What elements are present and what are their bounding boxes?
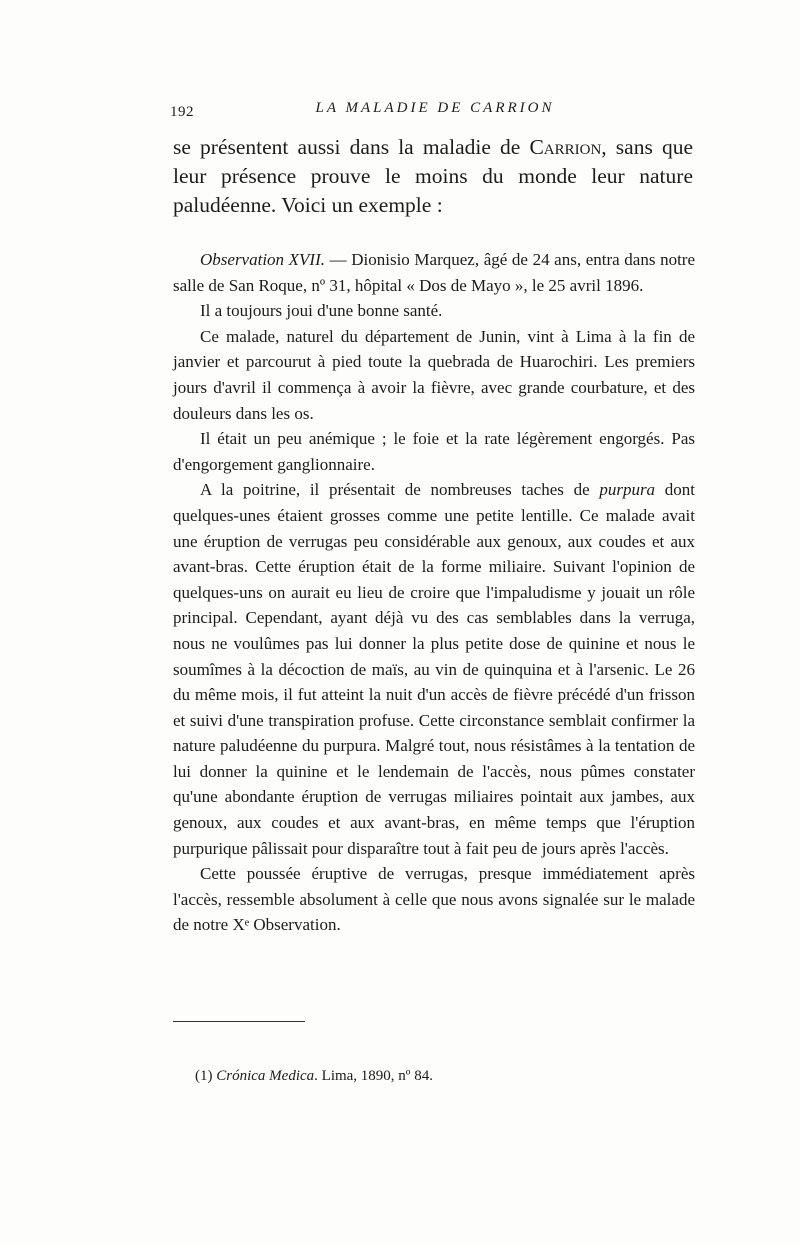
purpura-before: A la poitrine, il présentait de nombreuses taches de xyxy=(200,480,600,500)
observation-intro-text: — Dionisio Marquez, âgé de 24 ans, entra dans notre salle de San Roque, nº 31, hôpital « Dos de Mayo », le 25 avril 1896. xyxy=(173,250,696,295)
paragraph-conclusion: Cette poussée éruptive de verrugas, presque immédiatement après l'accès, ressemble absolument à celle que nous avons signalée sur le malade de notre Xᵉ Observation. xyxy=(173,864,695,935)
page-number: 192 xyxy=(170,104,194,120)
observation-intro xyxy=(173,247,695,298)
footnote-marker: (1) xyxy=(195,1068,213,1084)
paragraph-purpura xyxy=(173,477,695,861)
running-title: LA MALADIE DE CARRION xyxy=(315,100,555,116)
lead-text-before: se présentent aussi dans la maladie de xyxy=(173,135,530,159)
lead-paragraph xyxy=(173,133,693,220)
footnote-source: Crónica Medica xyxy=(216,1068,315,1084)
paragraph-history: Ce malade, naturel du département de Junin, vint à Lima à la fin de janvier et parcourut à pied toute la quebrada de Huarochiri. Les premiers jours d'avril il commença à avoir la fièvre, avec grande courbature, et des douleurs dans les os. xyxy=(173,326,695,423)
paragraph-health: Il a toujours joui d'une bonne santé. xyxy=(200,301,443,321)
observation-title: Observation XVII. xyxy=(200,250,326,269)
purpura-after: dont quelques-unes étaient grosses comme une petite lentille. Ce malade avait une éruption de verrugas peu considérable aux genoux, aux coudes et aux avant-bras. Cette éruption était de la forme miliaire. Suivant l'opinion de quelques-uns on aurait eu lieu de croire que l'impaludisme y jouait un rôle principal. Cependant, ayant déjà vu des cas semblables dans la verruga, nous ne voulûmes pas lui donner la plus petite dose de quinine et nous le soumîmes à la décoction de maïs, au vin de quinquina et à l'arsenic. Le 26 du même mois, il fut atteint la nuit d'un accès de fièvre précédé d'un frisson et suivi d'une transpiration profuse. Cette circonstance semblait confirmer la nature paludéenne du purpura. Malgré tout, nous résistâmes à la tentation de lui donner la quinine et le lendemain de l'accès, nous pûmes constater qu'une abondante éruption de verrugas miliaires pointait aux jambes, aux genoux, aux coudes et aux avant-bras, en même temps que l'éruption purpurique pâlissait pour disparaître tout à fait peu de jours après l'accès. xyxy=(173,480,695,858)
footnote-rest: . Lima, 1890, nº 84. xyxy=(314,1068,433,1084)
footnote xyxy=(195,1068,433,1085)
lead-text-after: , sans que leur présence prouve le moins du monde leur nature paludéenne. Voici un exemple : xyxy=(173,135,694,217)
paragraph-exam: Il était un peu anémique ; le foie et la rate légèrement engorgés. Pas d'engorgement ganglionnaire. xyxy=(173,429,695,474)
footnote-rule xyxy=(173,1021,305,1022)
purpura-term: purpura xyxy=(599,480,656,500)
author-name: Carrion xyxy=(529,135,602,159)
observation-body xyxy=(173,247,695,938)
